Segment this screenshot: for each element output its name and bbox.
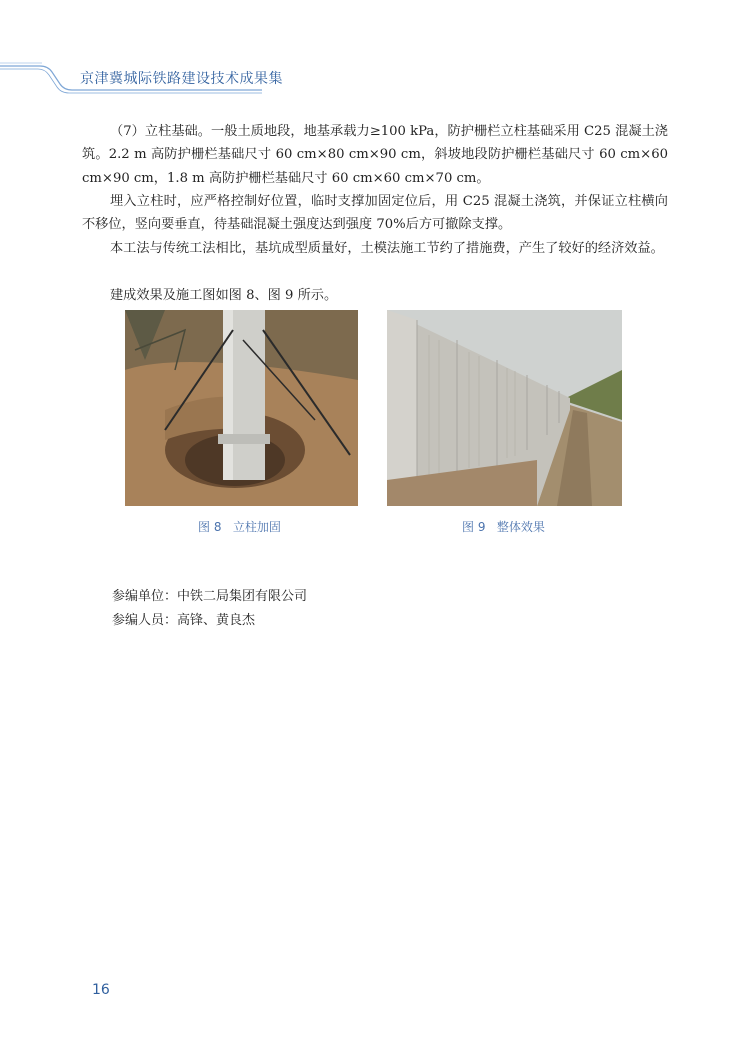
paragraph-figure-reference: 建成效果及施工图如图 8、图 9 所示。 xyxy=(110,288,338,303)
figure-9-photo xyxy=(387,310,622,506)
running-header-title: 京津冀城际铁路建设技术成果集 xyxy=(80,71,283,87)
figure-8-photo xyxy=(125,310,358,506)
contributing-unit: 参编单位：中铁二局集团有限公司 xyxy=(112,589,308,604)
page-number: 16 xyxy=(92,982,110,998)
figure-9-caption: 图 9 整体效果 xyxy=(462,520,545,534)
figure-8-caption: 图 8 立柱加固 xyxy=(198,520,281,534)
paragraph-foundation: （7）立柱基础。一般土质地段，地基承载力≥100 kPa，防护栅栏立柱基础采用 C25 混凝土浇筑。2.2 m 高防护栅栏基础尺寸 60 cm×80 cm×90 cm，斜坡地段防护栅栏基础尺寸 60 cm×60 cm×90 cm，1.8 m 高防护栅栏基础尺寸 60 cm×60 cm×70 cm。 xyxy=(82,124,668,186)
contributing-people: 参编人员：高锋、黄良杰 xyxy=(112,613,256,628)
paragraph-embedding: 埋入立柱时，应严格控制好位置，临时支撑加固定位后，用 C25 混凝土浇筑，并保证立柱横向不移位，竖向要垂直，待基础混凝土强度达到强度 70%后方可撤除支撑。 xyxy=(82,194,668,233)
paragraph-benefit: 本工法与传统工法相比，基坑成型质量好，土模法施工节约了措施费，产生了较好的经济效益。 xyxy=(110,241,664,256)
